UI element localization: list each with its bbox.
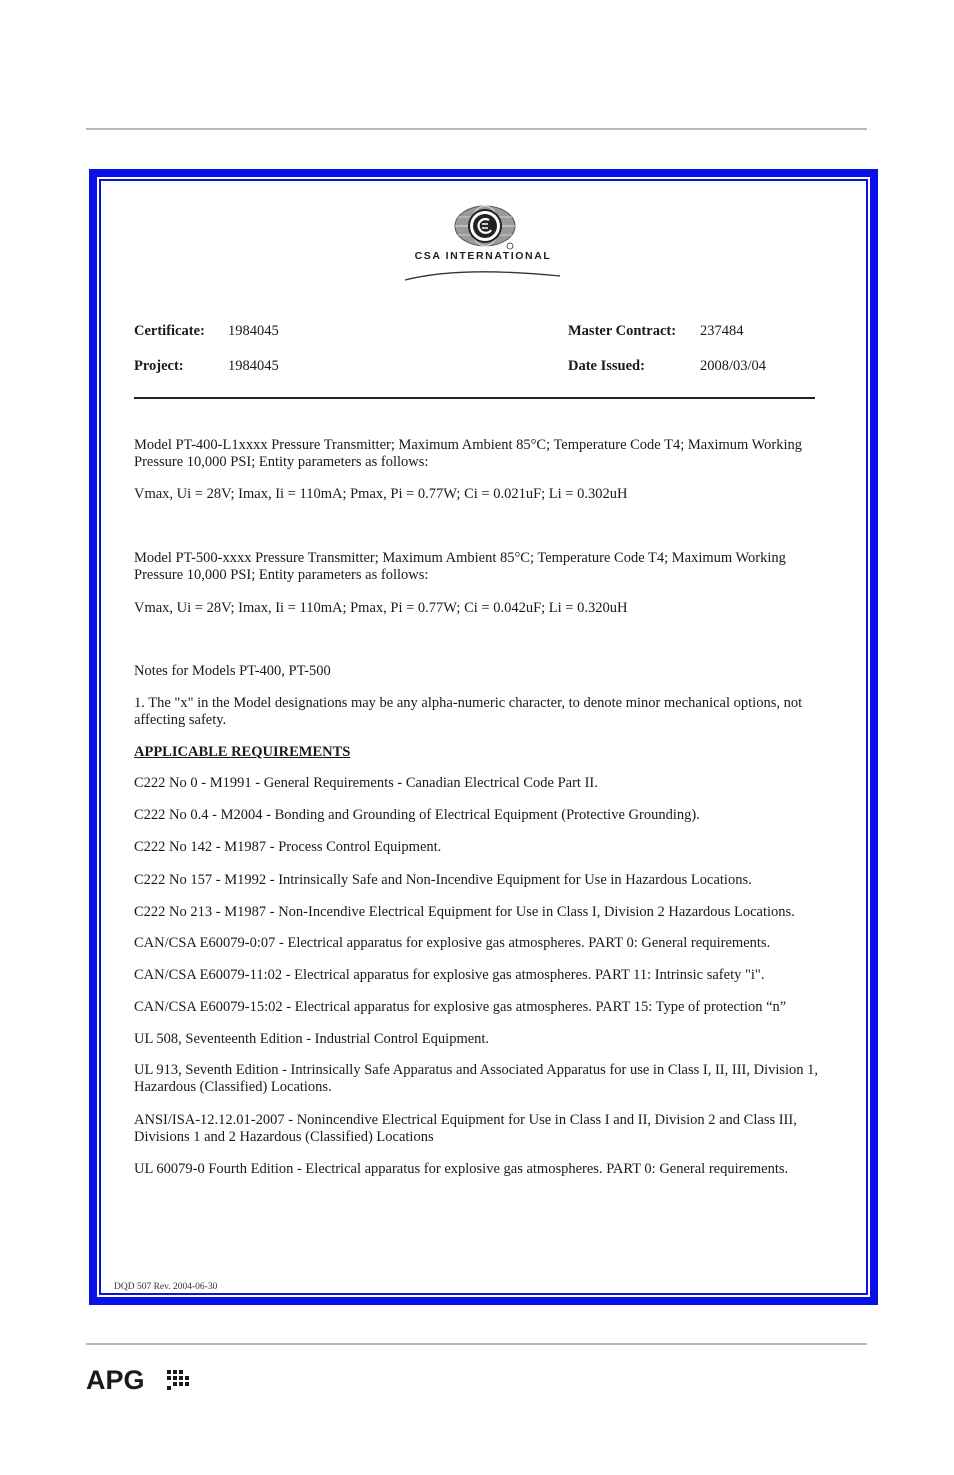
requirement-item: C222 No 157 - M1992 - Intrinsically Safe and Non-Incendive Equipment for Use in Hazardous Locations. (134, 872, 752, 888)
requirement-item: C222 No 0.4 - M2004 - Bonding and Grounding of Electrical Equipment (Protective Grounding). (134, 807, 700, 823)
requirement-item: UL 913, Seventh Edition - Intrinsically Safe Apparatus and Associated Apparatus for use in Class I, II, III, Division 1, Hazardous (Classified) Locations. (134, 1062, 819, 1095)
certificate-label: Certificate: (134, 323, 205, 339)
master-contract-label: Master Contract: (568, 323, 677, 339)
model-parameters: Vmax, Ui = 28V; Imax, Ii = 110mA; Pmax, Pi = 0.77W; Ci = 0.021uF; Li = 0.302uH (134, 486, 628, 502)
requirement-item: C222 No 142 - M1987 - Process Control Equipment. (134, 839, 442, 855)
csa-globe-logo-icon (400, 200, 570, 284)
requirement-item: UL 60079-0 Fourth Edition - Electrical apparatus for explosive gas atmospheres. PART 0: General requirements. (134, 1161, 789, 1177)
project-label: Project: (134, 358, 184, 374)
requirements-heading: APPLICABLE REQUIREMENTS (134, 744, 351, 760)
notes-title: Notes for Models PT-400, PT-500 (134, 663, 331, 679)
model-description: Model PT-500-xxxx Pressure Transmitter; Maximum Ambient 85°C; Temperature Code T4; Maximum Working Pressure 10,000 PSI; Entity parameters as follows: (134, 550, 786, 583)
csa-wordmark: CSA INTERNATIONAL (414, 250, 552, 262)
certificate-value: 1984045 (228, 323, 279, 339)
note-item: 1. The "x" in the Model designations may be any alpha-numeric character, to denote minor mechanical options, not affecting safety. (134, 695, 803, 728)
project-value: 1984045 (228, 358, 279, 374)
requirement-item: C222 No 0 - M1991 - General Requirements - Canadian Electrical Code Part II. (134, 775, 598, 791)
requirement-item: ANSI/ISA-12.12.01-2007 - Nonincendive Electrical Equipment for Use in Class I and II, Division 2 and Class III, Divisions 1 and 2 Hazardous (Classified) Locations (134, 1112, 797, 1145)
apg-logo-text: APG (86, 1365, 145, 1394)
requirement-item: UL 508, Seventeenth Edition - Industrial Control Equipment. (134, 1031, 490, 1047)
form-code: DQD 507 Rev. 2004-06-30 (114, 1282, 218, 1292)
requirement-item: CAN/CSA E60079-0:07 - Electrical apparatus for explosive gas atmospheres. PART 0: General requirements. (134, 935, 771, 951)
page-top-rule (86, 128, 867, 130)
requirement-item: C222 No 213 - M1987 - Non-Incendive Electrical Equipment for Use in Class I, Division 2 Hazardous Locations. (134, 904, 795, 920)
requirement-item: CAN/CSA E60079-11:02 - Electrical apparatus for explosive gas atmospheres. PART 11: Intrinsic safety "i". (134, 967, 765, 983)
date-issued-value: 2008/03/04 (700, 358, 767, 374)
requirement-item: CAN/CSA E60079-15:02 - Electrical apparatus for explosive gas atmospheres. PART 15: Type of protection “n” (134, 999, 787, 1015)
model-parameters: Vmax, Ui = 28V; Imax, Ii = 110mA; Pmax, Pi = 0.77W; Ci = 0.042uF; Li = 0.320uH (134, 600, 628, 616)
page-bottom-rule (86, 1343, 867, 1345)
master-contract-value: 237484 (700, 323, 744, 339)
header-divider (134, 397, 815, 399)
date-issued-label: Date Issued: (568, 358, 645, 374)
model-description: Model PT-400-L1xxxx Pressure Transmitter; Maximum Ambient 85°C; Temperature Code T4; Maximum Working Pressure 10,000 PSI; Entity parameters as follows: (134, 437, 803, 470)
apg-logo-icon (86, 1364, 196, 1394)
